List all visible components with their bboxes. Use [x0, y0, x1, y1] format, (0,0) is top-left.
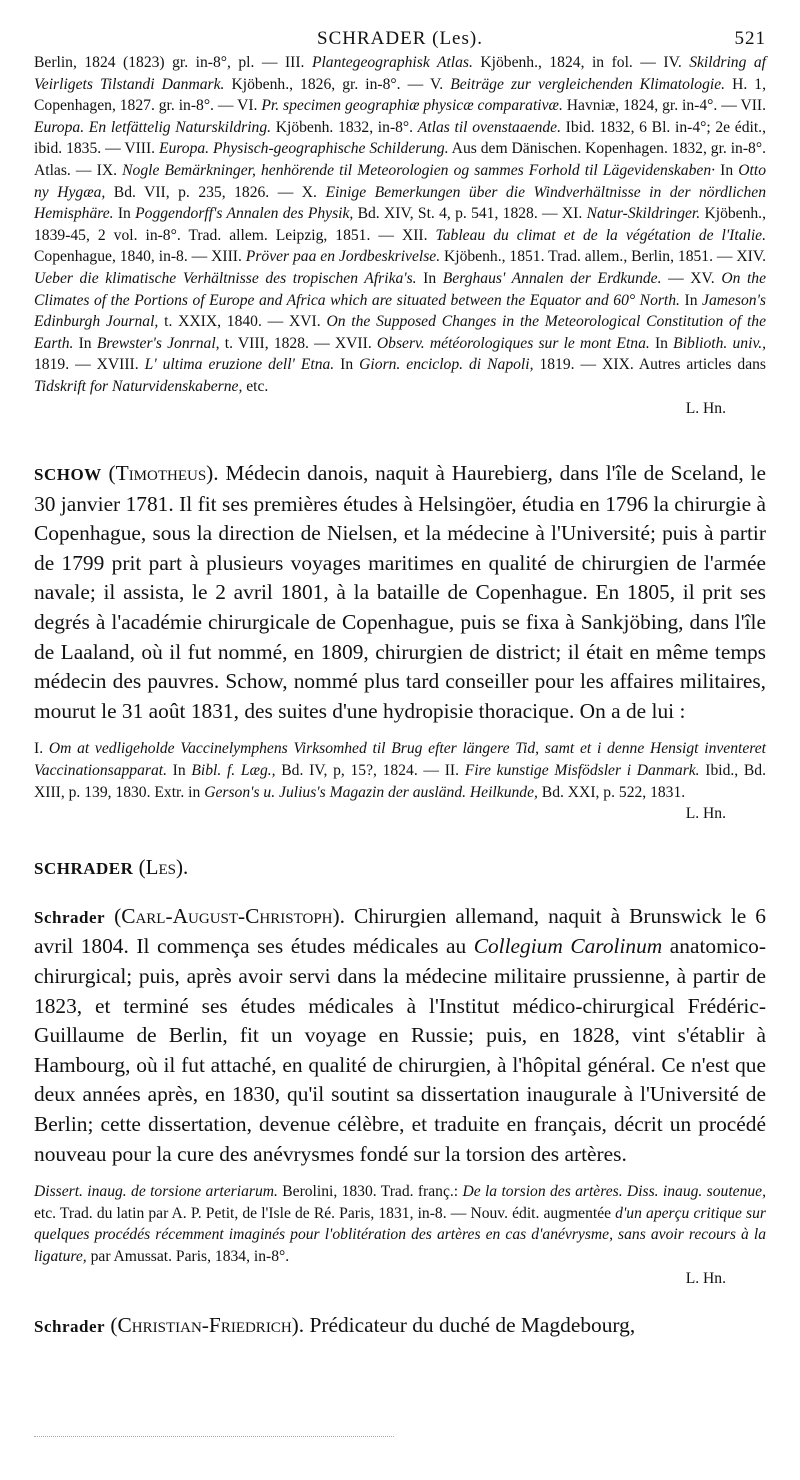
entry-schow [34, 459, 766, 726]
entry-headword: Schrader [34, 907, 106, 927]
entry-given-name: (Carl-August-Christoph). [114, 903, 345, 928]
page-number: 521 [734, 28, 766, 49]
schrader-carl-references: Dissert. inaug. de torsione arteriarum. Berolini, 1830. Trad. franç.: De la torsion des artères. Diss. inaug. soutenue, etc. Trad. du latin par A. P. Petit, de l'Isle de Ré. Paris, 1831, in-8. — Nouv. édit. augmentée d'un aperçu critique sur quelques procédés récemment imaginés pour l'oblitération des artères en cas d'anévrysme, sans avoir recours à la ligature, par Amussat. Paris, 1834, in-8°. L. Hn. [34, 1181, 766, 1289]
author-signature: L. Hn. [685, 1269, 726, 1287]
page-footer-trace [34, 1436, 394, 1439]
entry-given-name: (Christian-Friedrich). [110, 1313, 305, 1338]
running-title: SCHRADER (Les). [317, 28, 483, 49]
entry-schrader-christian: Schrader (Christian-Friedrich). Prédicateur du duché de Magdebourg, [34, 1313, 636, 1338]
entry-body: Médecin danois, naquit à Haurebierg, dans l'île de Sceland, le 30 janvier 1781. Il fit ses premières études à Helsingöer, étudia en 1796 la chirurgie à Copenhague, sous la direction de Nielsen, et la médecine à l'Université; puis à partir de 1799 prit part à plusieurs voyages maritimes en qualité de chirurgien de l'armée navale; il assista, le 2 avril 1801, à la bataille de Copenhague. En 1805, il prit ses degrés à l'académie chirurgicale de Copenhague, puis se fixa à Sankjöbing, dans l'île de Laaland, où il fut nommé, en 1809, chirurgien de district; il était en même temps médecin des pauvres. Schow, nommé plus tard conseiller pour les affaires militaires, mourut le 31 août 1831, des suites d'une hydropisie thoracique. On a de lui : [34, 461, 766, 723]
section-heading-schrader: SCHRADER (Les). [34, 854, 189, 879]
prev-entry-references: Berlin, 1824 (1823) gr. in-8°, pl. — III. Plantegeographisk Atlas. Kjöbenh., 1824, in fol. — IV. Skildring af Veirligets Tilstandi Danmark. Kjöbenh., 1826, gr. in-8°. — V. Beiträge zur vergleichenden Klimatologie. H. 1, Copenhagen, 1827. gr. in-8°. — VI. Pr. specimen geographiæ physicæ comparativæ. Havniæ, 1824, gr. in-4°. — VII. Europa. En letfättelig Naturskildring. Kjöbenh. 1832, in-8°. Atlas til ovenstaaende. Ibid. 1832, 6 Bl. in-4°; 2e édit., ibid. 1835. — VIII. Europa. Physisch-geographische Schilderung. Aus dem Dänischen. Kopenhagen. 1832, gr. in-8°. Atlas. — IX. Nogle Bemärkninger, henhörende til Meteorologien og sammes Forhold til Lägevidenskaben· In Otto ny Hygæa, Bd. VII, p. 235, 1826. — X. Einige Bemerkungen über die Windverhältnisse in der nördlichen Hemisphäre. In Poggendorff's Annalen des Physik, Bd. XIV, St. 4, p. 541, 1828. — XI. Natur-Skildringer. Kjöbenh., 1839-45, 2 vol. in-8°. Trad. allem. Leipzig, 1851. — XII. Tableau du climat et de la végétation de l'Italie. Copenhague, 1840, in-8. — XIII. Pröver paa en Jordbeskrivelse. Kjöbenh., 1851. Trad. allem., Berlin, 1851. — XIV. Ueber die klimatische Verhältnisse des tropischen Afrika's. In Berghaus' Annalen der Erdkunde. — XV. On the Climates of the Portions of Europe and Africa which are situated between the Equator and 60° North. In Jameson's Edinburgh Journal, t. XXIX, 1840. — XVI. On the Supposed Changes in the Meteorological Constitution of the Earth. In Brewster's Jonrnal, t. VIII, 1828. — XVII. Observ. météorologiques sur le mont Etna. In Biblioth. univ., 1819. — XVIII. L' ultima eruzione dell' Etna. In Giorn. enciclop. di Napoli, 1819. — XIX. Autres articles dans Tidskrift for Naturvidenskaberne, etc. L. Hn. [34, 52, 766, 419]
schow-references: I. Om at vedligeholde Vaccinelymphens Virksomhed til Brug efter längere Tid, samt et i denne Hensigt inventeret Vaccinationsapparat. In Bibl. f. Læg., Bd. IV, p, 15?, 1824. — II. Fire kunstige Misfödsler i Danmark. Ibid., Bd. XIII, p. 139, 1830. Extr. in Gerson's u. Julius's Magazin der ausländ. Heilkunde, Bd. XXI, p. 522, 1831. L. Hn. [34, 738, 766, 824]
running-head [34, 22, 766, 52]
author-signature: L. Hn. [685, 399, 726, 417]
page [34, 22, 766, 1342]
entry-given-name: (Timotheus). [108, 461, 219, 486]
entry-headword: SCHOW [34, 465, 102, 485]
entry-schrader-carl: Schrader (Carl-August-Christoph). Chirurgien allemand, naquit à Brunswick le 6 avril 1804. Il commença ses études médicales au Collegium Carolinum anatomico-chirurgical; puis, après avoir servi dans la médecine militaire prussienne, à partir de 1823, et terminé ses études médicales à l'Institut médico-chirurgical Frédéric-Guillaume de Berlin, fit un voyage en Russie; puis, en 1828, vint s'établir à Hambourg, où il fut attaché, en qualité de chirurgien, à l'hôpital général. Ce n'est que deux années après, en 1830, qu'il soutint sa dissertation inaugurale à l'Université de Berlin; cette dissertation, devenue célèbre, et traduite en français, décrit un procédé nouveau pour la cure des anévrysmes fondé sur la torsion des artères. [34, 903, 766, 1166]
author-signature: L. Hn. [685, 805, 726, 823]
entry-headword: Schrader [34, 1317, 106, 1337]
